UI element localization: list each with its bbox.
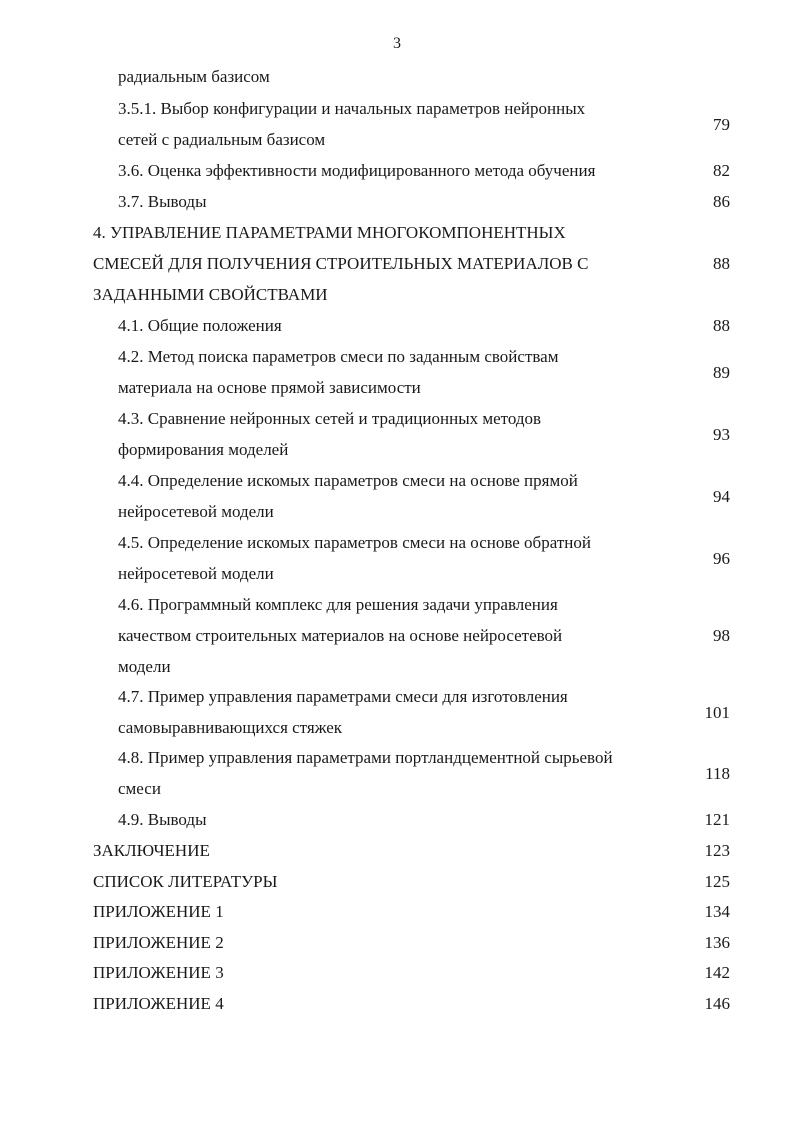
toc-entry-text: СПИСОК ЛИТЕРАТУРЫ	[93, 872, 278, 891]
toc-entry-text: 3.5.1. Выбор конфигурации и начальных параметров нейронных	[118, 99, 586, 118]
toc-entry-text: СМЕСЕЙ ДЛЯ ПОЛУЧЕНИЯ СТРОИТЕЛЬНЫХ МАТЕРИАЛОВ С	[93, 254, 589, 273]
toc-entry-page: 93	[713, 425, 730, 444]
toc-entry-text: ПРИЛОЖЕНИЕ 1	[93, 902, 224, 921]
toc-entry-page: 134	[704, 902, 730, 921]
toc-entry-text: качеством строительных материалов на основе нейросетевой	[118, 626, 563, 645]
toc-entry-text: 3.6. Оценка эффективности модифицированного метода обучения	[118, 161, 596, 180]
toc-entry-page: 96	[713, 549, 730, 568]
toc-entry-text: 4. УПРАВЛЕНИЕ ПАРАМЕТРАМИ МНОГОКОМПОНЕНТНЫХ	[93, 223, 566, 242]
toc-entry	[0, 927, 794, 958]
toc-entry-text: сетей с радиальным базисом	[118, 130, 326, 149]
toc-entry-text: ПРИЛОЖЕНИЕ 4	[93, 994, 224, 1013]
toc-entry-page: 146	[704, 994, 730, 1013]
toc-entry-page: 125	[704, 872, 730, 891]
toc-entry-page: 94	[713, 487, 730, 506]
toc-entry-page: 136	[704, 933, 730, 952]
toc-entry-page: 123	[704, 841, 730, 860]
toc-entry	[0, 527, 794, 589]
toc-entry-text: нейросетевой модели	[118, 502, 274, 521]
toc-entry-text: ЗАКЛЮЧЕНИЕ	[93, 841, 210, 860]
toc-entry-text: 4.8. Пример управления параметрами портландцементной сырьевой	[118, 748, 613, 767]
toc-entry	[0, 896, 794, 927]
toc-entry	[0, 465, 794, 527]
toc-entry-page: 82	[713, 161, 730, 180]
page-number: 3	[393, 35, 401, 52]
toc-entry	[0, 866, 794, 897]
toc-entry-text: 4.7. Пример управления параметрами смеси для изготовления	[118, 687, 568, 706]
toc-entry-text: 4.5. Определение искомых параметров смеси на основе обратной	[118, 533, 591, 552]
toc-entry	[0, 186, 794, 217]
toc-entry-page: 89	[713, 363, 730, 382]
toc-entry	[0, 681, 794, 743]
toc-entry	[0, 957, 794, 988]
toc-entry-text: модели	[118, 657, 171, 676]
toc-entry	[0, 341, 794, 403]
toc-entry	[0, 310, 794, 341]
toc-entry-page: 98	[713, 626, 730, 645]
toc-entry	[0, 835, 794, 866]
toc-entry-page: 101	[704, 703, 730, 722]
toc-entry-text: ПРИЛОЖЕНИЕ 3	[93, 963, 224, 982]
toc-entry-text: 4.4. Определение искомых параметров смеси на основе прямой	[118, 471, 578, 490]
toc-entry-text: смеси	[118, 779, 161, 798]
toc-entry	[0, 217, 794, 310]
toc-entry-text: нейросетевой модели	[118, 564, 274, 583]
toc-entry-text: ПРИЛОЖЕНИЕ 2	[93, 933, 224, 952]
toc-entry-text: 4.9. Выводы	[118, 810, 207, 829]
toc-entry-page: 79	[713, 115, 730, 134]
toc-entry-text: материала на основе прямой зависимости	[118, 378, 421, 397]
toc-entry-text: 3.7. Выводы	[118, 192, 207, 211]
toc-entry	[0, 403, 794, 465]
toc-entry	[0, 804, 794, 835]
toc-entry-page: 88	[713, 254, 730, 273]
toc-entry	[0, 93, 794, 155]
toc-entry	[0, 742, 794, 804]
toc-entry-text: формирования моделей	[118, 440, 289, 459]
toc-entry-text: 4.2. Метод поиска параметров смеси по заданным свойствам	[118, 347, 559, 366]
toc-entry-page: 121	[704, 810, 730, 829]
toc-entry-text: 4.3. Сравнение нейронных сетей и традиционных методов	[118, 409, 542, 428]
toc-entry-page: 86	[713, 192, 730, 211]
toc-entry-page: 118	[705, 764, 730, 783]
toc-entry	[0, 589, 794, 682]
toc-entry	[0, 988, 794, 1019]
toc-entry	[0, 155, 794, 186]
toc-entry-text: 4.6. Программный комплекс для решения задачи управления	[118, 595, 558, 614]
toc-entry-text: 4.1. Общие положения	[118, 316, 282, 335]
toc-entry-page: 142	[704, 963, 730, 982]
toc-entry-text: ЗАДАННЫМИ СВОЙСТВАМИ	[93, 285, 328, 304]
toc-entry-text: радиальным базисом	[118, 67, 270, 86]
toc-entry-page: 88	[713, 316, 730, 335]
toc-entry-text: самовыравнивающихся стяжек	[118, 718, 343, 737]
